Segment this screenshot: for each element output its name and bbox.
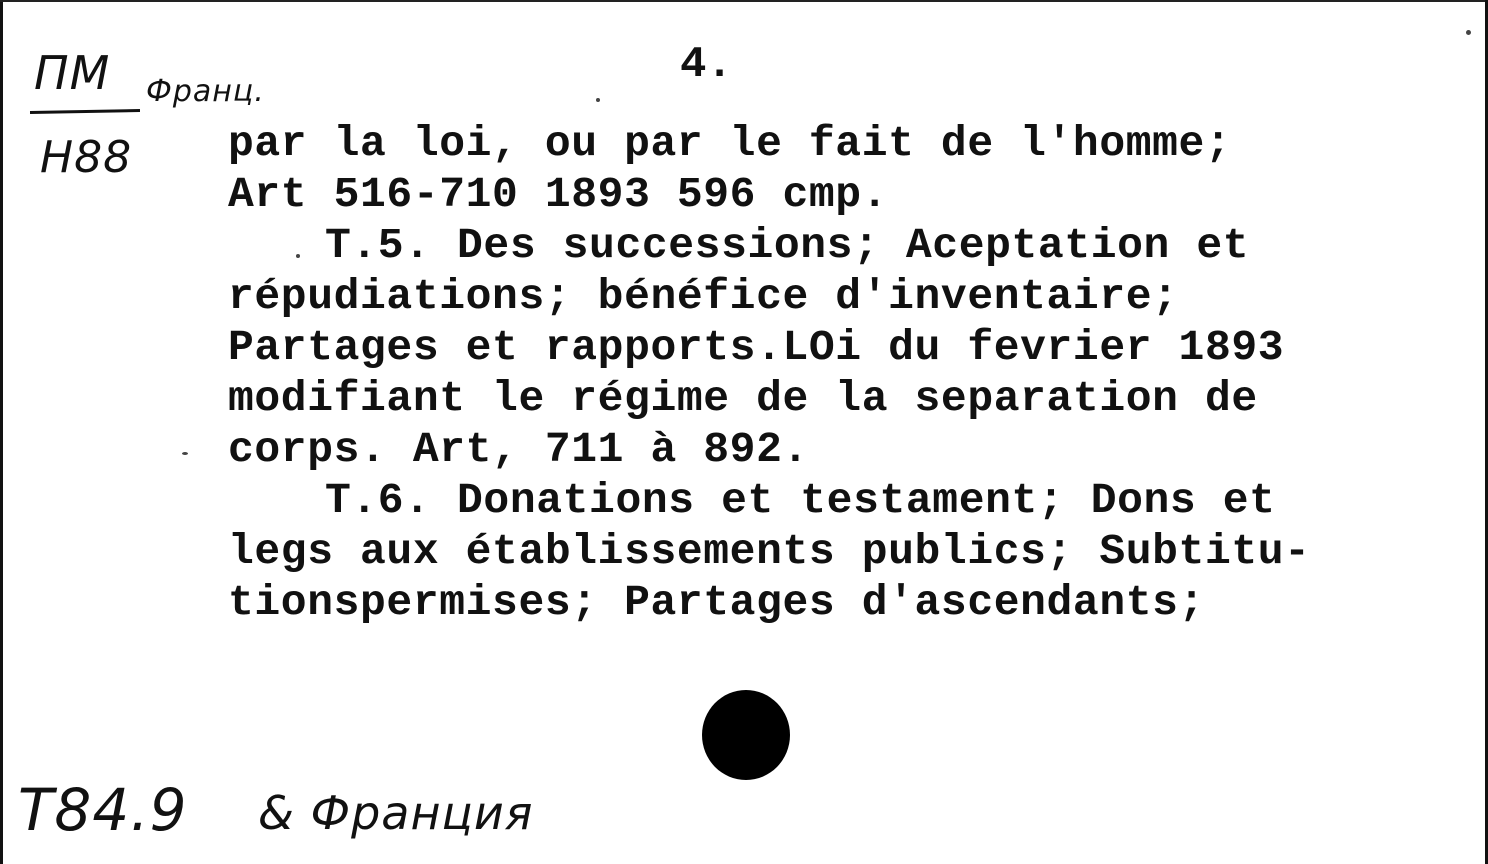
punch-hole [702, 690, 790, 780]
typed-line: modifiant le régime de la separation de [228, 374, 1258, 423]
handwritten-bottom-annotation: & Франция [258, 786, 534, 840]
typed-line: tionspermises; Partages d'ascendants; [228, 578, 1205, 627]
typed-line: T.6. Donations et testament; Dons et [325, 476, 1276, 525]
typed-line: T.5. Des successions; Aceptation et [325, 221, 1250, 270]
typed-line: Art 516-710 1893 596 cmp. [228, 170, 889, 219]
handwritten-underline [30, 109, 140, 114]
card-left-edge [0, 0, 3, 864]
handwritten-shelf-mark: Н88 [40, 132, 133, 183]
handwritten-top-code: ПМ [34, 46, 111, 100]
typed-text-block [228, 118, 1473, 628]
typed-line: corps. Art, 711 à 892. [228, 425, 809, 474]
scan-speck [296, 254, 300, 258]
scan-speck [182, 452, 188, 455]
handwritten-top-annotation: Франц. [146, 74, 265, 109]
typed-line: par la loi, ou par le fait de l'homme; [228, 119, 1232, 168]
page-number: 4. [680, 40, 733, 90]
typed-line: legs aux établissements publics; Subtitu- [228, 527, 1311, 576]
card-top-edge [0, 0, 1488, 2]
typed-line: répudiations; bénéfice d'inventaire; [228, 272, 1179, 321]
scan-speck [596, 98, 600, 102]
scan-speck [1466, 30, 1471, 35]
typed-line: Partages et rapports.LOi du fevrier 1893 [228, 323, 1285, 372]
handwritten-bottom-code: Т84.9 [18, 776, 188, 844]
